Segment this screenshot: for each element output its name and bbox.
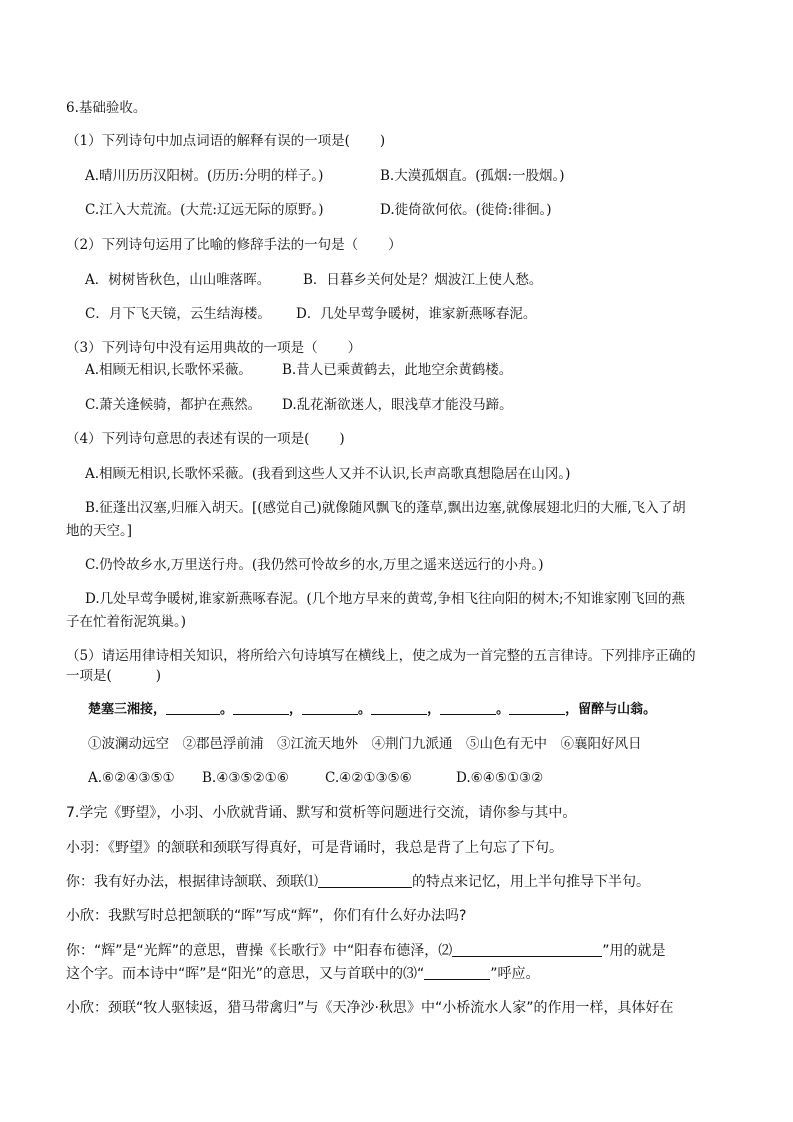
answer-blank-1 — [318, 873, 412, 888]
q6-3-option-b: B.昔人已乘黄鹤去，此地空余黄鹤楼。 — [282, 362, 513, 378]
q6-1-option-d: D.徙倚欲何依。(徙倚:徘徊。) — [380, 202, 552, 218]
q6-2-option-b: B．日暮乡关何处是？烟波江上使人愁。 — [303, 272, 543, 288]
q6-4-option-d-line1: D.几处早莺争暖树,谁家新燕啄春泥。(几个地方早来的黄莺,争相飞往向阳的树木;不知谁家刚飞回的燕 — [85, 591, 686, 607]
q7-xiaoxin-line-2: 小欣：颈联“牧人驱犊返，猎马带禽归”与《天净沙·秋思》中“小桥流水人家”的作用一样，具体好在 — [66, 1000, 674, 1016]
poem-blank-3 — [302, 700, 358, 715]
q6-5-option-a: A.⑥②④③⑤① — [88, 770, 175, 786]
poem-blank-5 — [440, 700, 496, 715]
q6-5-verse-options: ①波澜动远空 ②郡邑浮前浦 ③江流天地外 ④荆门九派通 ⑤山色有无中 ⑥襄阳好风日 — [88, 736, 642, 752]
q6-5-option-d: D.⑥④⑤①③② — [456, 770, 544, 786]
q6-3-option-c: C.萧关逢候骑，都护在燕然。 — [85, 397, 262, 413]
q6-5-poem-fill-line: 楚塞三湘接， 。 ， 。 ， 。 ，留醉与山翁。 — [88, 702, 657, 717]
question-6-title: 6.基础验收。 — [66, 100, 147, 116]
q7-you-line-2: 你：“辉”是“光辉”的意思，曹操《长歌行》中“阳春布德泽，⑵ ”用的就是 — [66, 943, 666, 959]
poem-blank-6 — [509, 700, 565, 715]
q6-3-option-a: A.相顾无相识,长歌怀采薇。 — [85, 362, 252, 378]
q7-xiaoxin-line-1: 小欣：我默写时总把颔联的“晖”写成“辉”，你们有什么好办法吗? — [66, 908, 467, 924]
q6-4-option-b-line2: 地的天空。] — [66, 523, 133, 539]
q6-1-option-b: B.大漠孤烟直。(孤烟:一股烟。) — [380, 168, 565, 184]
q7-you-line-1: 你：我有好办法，根据律诗颔联、颈联⑴ 的特点来记忆，用上半句推导下半句。 — [66, 874, 650, 890]
q7-xiaoyu-line: 小羽：《野望》的颔联和颈联写得真好，可是背诵时，我总是背了上句忘了下句。 — [66, 840, 563, 856]
q6-2-option-d: D．几处早莺争暖树，谁家新燕啄春泥。 — [296, 306, 537, 322]
poem-blank-2 — [233, 700, 289, 715]
q6-4-option-c: C.仍怜故乡水,万里送行舟。(我仍然可怜故乡的水,万里之遥来送远行的小舟。) — [85, 557, 544, 573]
q6-5-stem-line1: （5）请运用律诗相关知识，将所给六句诗填写在横线上，使之成为一首完整的五言律诗。下列排序正确的 — [66, 648, 696, 664]
q6-5-stem-line2: 一项是( ) — [66, 668, 162, 684]
q6-1-option-a: A.晴川历历汉阳树。(历历:分明的样子。) — [85, 168, 324, 184]
q6-2-stem: （2）下列诗句运用了比喻的修辞手法的一句是（ ） — [66, 237, 402, 253]
q6-4-option-a: A.相顾无相识,长歌怀采薇。(我看到这些人又并不认识,长声高歌真想隐居在山冈。) — [85, 466, 571, 482]
answer-blank-2 — [452, 942, 602, 957]
q6-2-option-c: C．月下飞天镜，云生结海楼。 — [85, 306, 271, 322]
q6-1-option-c: C.江入大荒流。(大荒:辽远无际的原野。) — [85, 202, 324, 218]
q6-5-option-c: C.④②①③⑤⑥ — [325, 770, 412, 786]
q7-you-line-3: 这个字。而本诗中“晖”是“阳光”的意思，又与首联中的⑶“ ”呼应。 — [66, 966, 540, 982]
q6-4-option-d-line2: 子在忙着衔泥筑巢。) — [66, 614, 187, 630]
q6-2-option-a: A．树树皆秋色，山山唯落晖。 — [85, 272, 271, 288]
poem-blank-1 — [166, 700, 220, 715]
q6-3-option-d: D.乱花渐欲迷人，眼浅草才能没马蹄。 — [282, 397, 513, 413]
q6-1-stem: （1）下列诗句中加点词语的解释有误的一项是( ) — [66, 133, 386, 149]
answer-blank-3 — [424, 965, 490, 980]
q6-3-stem: （3）下列诗句中没有运用典故的一项是（ ） — [66, 340, 362, 356]
question-7-title: 7.学完《野望》，小羽、小欣就背诵、默写和赏析等问题进行交流，请你参与其中。 — [66, 805, 577, 821]
poem-blank-4 — [371, 700, 427, 715]
q6-4-option-b-line1: B.征蓬出汉塞,归雁入胡天。[(感觉自己)就像随风飘飞的蓬草,飘出边塞,就像展翅北归的大雁,飞入了胡 — [85, 500, 686, 516]
q6-5-option-b: B.④③⑤②①⑥ — [202, 770, 289, 786]
q6-4-stem: （4）下列诗句意思的表述有误的一项是( ) — [66, 431, 345, 447]
